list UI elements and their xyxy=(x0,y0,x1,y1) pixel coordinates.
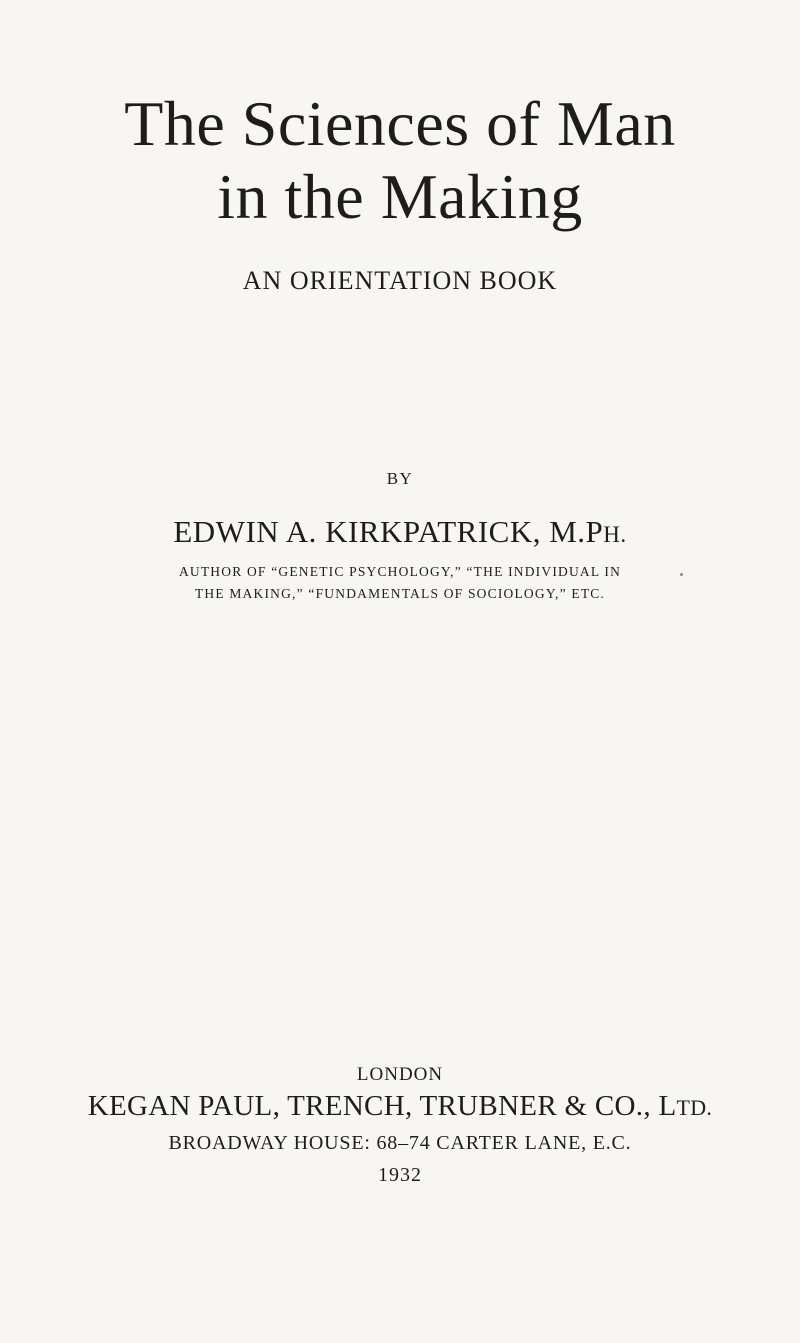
author-name xyxy=(0,516,800,547)
publisher-name xyxy=(0,1092,800,1121)
other-works-line-1: AUTHOR OF “GENETIC PSYCHOLOGY,” “THE INDIVIDUAL IN xyxy=(178,564,622,579)
stray-ink-mark xyxy=(680,573,683,576)
author-degree-suffix: H. xyxy=(603,522,627,547)
author-other-works xyxy=(0,561,800,605)
publication-place: LONDON xyxy=(356,1064,444,1085)
publisher-address: BROADWAY HOUSE: 68–74 CARTER LANE, E.C. xyxy=(168,1132,632,1154)
publisher-suffix: TD. xyxy=(676,1095,713,1120)
author-name-text: EDWIN A. KIRKPATRICK, M.P xyxy=(173,514,604,549)
book-subtitle: AN ORIENTATION BOOK xyxy=(242,266,558,295)
by-label: BY xyxy=(386,469,414,488)
publication-year: 1932 xyxy=(378,1164,422,1186)
book-title-line-1: The Sciences of Man xyxy=(124,88,676,159)
other-works-line-2: THE MAKING,” “FUNDAMENTALS OF SOCIOLOGY,” ETC. xyxy=(194,586,606,601)
book-title-line-2: in the Making xyxy=(217,161,583,232)
publisher-name-text: KEGAN PAUL, TRENCH, TRUBNER & CO., L xyxy=(87,1090,677,1122)
